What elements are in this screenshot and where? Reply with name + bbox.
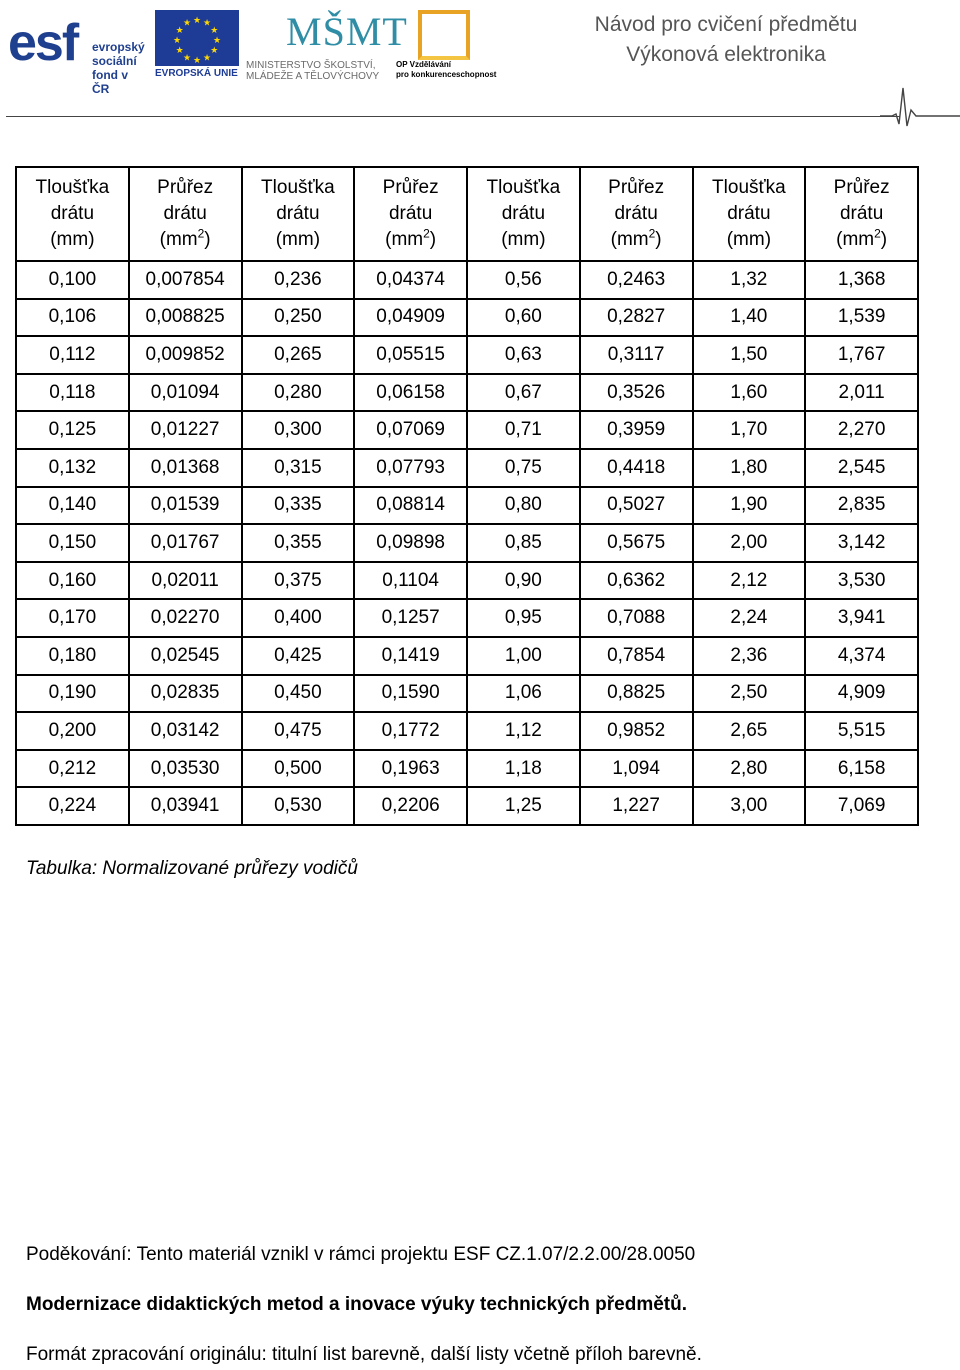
table-caption: Tabulka: Normalizované průřezy vodičů bbox=[26, 858, 358, 879]
header-divider bbox=[6, 116, 900, 117]
table-cell: 0,6362 bbox=[580, 562, 693, 600]
table-cell: 3,00 bbox=[693, 787, 806, 825]
table-cell: 0,71 bbox=[467, 411, 580, 449]
table-cell: 0,530 bbox=[242, 787, 355, 825]
table-cell: 0,2206 bbox=[354, 787, 467, 825]
table-cell: 2,545 bbox=[805, 449, 918, 487]
table-cell: 0,3117 bbox=[580, 336, 693, 374]
table-row bbox=[16, 712, 918, 750]
table-cell: 0,02545 bbox=[129, 637, 242, 675]
table-cell: 0,01368 bbox=[129, 449, 242, 487]
table-row bbox=[16, 449, 918, 487]
svg-text:★: ★ bbox=[182, 18, 192, 29]
svg-text:★: ★ bbox=[182, 53, 192, 64]
table-cell: 0,56 bbox=[467, 261, 580, 299]
table-cell: 1,12 bbox=[467, 712, 580, 750]
table-cell: 0,1104 bbox=[354, 562, 467, 600]
table-cell: 1,25 bbox=[467, 787, 580, 825]
column-header: Tloušťka drátu (mm) bbox=[693, 167, 806, 261]
table-header-row bbox=[16, 167, 918, 261]
table-cell: 1,06 bbox=[467, 675, 580, 713]
table-row bbox=[16, 411, 918, 449]
table-row bbox=[16, 299, 918, 337]
table-cell: 0,85 bbox=[467, 524, 580, 562]
op-caption: OP Vzdělávání pro konkurenceschopnost bbox=[396, 60, 497, 79]
table-cell: 0,75 bbox=[467, 449, 580, 487]
svg-text:★: ★ bbox=[210, 26, 219, 36]
table-cell: 0,212 bbox=[16, 750, 129, 788]
table-cell: 0,300 bbox=[242, 411, 355, 449]
table-row bbox=[16, 637, 918, 675]
esf-logo bbox=[8, 10, 148, 96]
table-cell: 0,03530 bbox=[129, 750, 242, 788]
table-cell: 1,80 bbox=[693, 449, 806, 487]
table-cell: 0,160 bbox=[16, 562, 129, 600]
table-cell: 1,18 bbox=[467, 750, 580, 788]
table-cell: 3,530 bbox=[805, 562, 918, 600]
table-cell: 0,7854 bbox=[580, 637, 693, 675]
svg-text:★: ★ bbox=[175, 46, 184, 56]
format-note: Formát zpracování originálu: titulní list barevně, další listy včetně příloh barevně. bbox=[26, 1344, 702, 1365]
table-cell: 2,12 bbox=[693, 562, 806, 600]
table-cell: 0,100 bbox=[16, 261, 129, 299]
table-cell: 0,2827 bbox=[580, 299, 693, 337]
table-cell: 0,190 bbox=[16, 675, 129, 713]
table-cell: 0,63 bbox=[467, 336, 580, 374]
table-cell: 0,200 bbox=[16, 712, 129, 750]
table-cell: 2,24 bbox=[693, 599, 806, 637]
table-cell: 0,118 bbox=[16, 374, 129, 412]
table-cell: 0,315 bbox=[242, 449, 355, 487]
table-cell: 0,008825 bbox=[129, 299, 242, 337]
table-cell: 0,1257 bbox=[354, 599, 467, 637]
table-cell: 0,2463 bbox=[580, 261, 693, 299]
table-cell: 0,04374 bbox=[354, 261, 467, 299]
table-cell: 1,32 bbox=[693, 261, 806, 299]
table-cell: 0,5027 bbox=[580, 487, 693, 525]
table-cell: 6,158 bbox=[805, 750, 918, 788]
table-cell: 1,60 bbox=[693, 374, 806, 412]
table-cell: 0,02011 bbox=[129, 562, 242, 600]
esf-logo-mark: esf bbox=[8, 14, 78, 72]
table-cell: 7,069 bbox=[805, 787, 918, 825]
table-cell: 0,475 bbox=[242, 712, 355, 750]
table-cell: 0,500 bbox=[242, 750, 355, 788]
esf-logo-text: evropský sociální fond v ČR bbox=[92, 40, 145, 96]
table-cell: 0,8825 bbox=[580, 675, 693, 713]
column-header: Tloušťka drátu (mm) bbox=[16, 167, 129, 261]
table-cell: 1,50 bbox=[693, 336, 806, 374]
table-cell: 0,007854 bbox=[129, 261, 242, 299]
eu-flag-icon bbox=[155, 10, 239, 66]
table-row bbox=[16, 336, 918, 374]
table-cell: 1,368 bbox=[805, 261, 918, 299]
table-cell: 0,01539 bbox=[129, 487, 242, 525]
table-row bbox=[16, 750, 918, 788]
table-row bbox=[16, 562, 918, 600]
eu-caption: EVROPSKÁ UNIE bbox=[155, 68, 238, 79]
table-cell: 2,00 bbox=[693, 524, 806, 562]
wire-cross-section-table bbox=[15, 166, 919, 826]
svg-text:★: ★ bbox=[202, 53, 212, 64]
msmt-caption: MINISTERSTVO ŠKOLSTVÍ, MLÁDEŽE A TĚLOVÝCHOVY bbox=[246, 60, 380, 82]
table-cell: 0,009852 bbox=[129, 336, 242, 374]
table-cell: 0,400 bbox=[242, 599, 355, 637]
svg-text:★: ★ bbox=[172, 36, 182, 46]
project-title: Modernizace didaktických metod a inovace výuky technických předmětů. bbox=[26, 1294, 688, 1315]
table-cell: 2,835 bbox=[805, 487, 918, 525]
table-cell: 0,180 bbox=[16, 637, 129, 675]
table-cell: 1,00 bbox=[467, 637, 580, 675]
op-logo bbox=[396, 10, 497, 82]
table-cell: 0,170 bbox=[16, 599, 129, 637]
page-header bbox=[0, 0, 960, 130]
table-row bbox=[16, 524, 918, 562]
svg-text:★: ★ bbox=[192, 16, 202, 26]
column-header: Tloušťka drátu (mm) bbox=[242, 167, 355, 261]
table-cell: 1,094 bbox=[580, 750, 693, 788]
table-cell: 1,70 bbox=[693, 411, 806, 449]
table-cell: 0,80 bbox=[467, 487, 580, 525]
table-cell: 0,01767 bbox=[129, 524, 242, 562]
table-cell: 4,374 bbox=[805, 637, 918, 675]
table-row bbox=[16, 487, 918, 525]
table-cell: 0,4418 bbox=[580, 449, 693, 487]
table-cell: 0,9852 bbox=[580, 712, 693, 750]
svg-text:★: ★ bbox=[192, 56, 202, 66]
table-cell: 0,150 bbox=[16, 524, 129, 562]
table-row bbox=[16, 374, 918, 412]
table-cell: 2,65 bbox=[693, 712, 806, 750]
table-cell: 2,270 bbox=[805, 411, 918, 449]
table-cell: 3,941 bbox=[805, 599, 918, 637]
table-cell: 0,1590 bbox=[354, 675, 467, 713]
table-cell: 0,07793 bbox=[354, 449, 467, 487]
column-header: Průřez drátu $(mm^2)$ bbox=[580, 167, 693, 261]
table-cell: 0,250 bbox=[242, 299, 355, 337]
table-cell: 0,06158 bbox=[354, 374, 467, 412]
table-cell: 0,106 bbox=[16, 299, 129, 337]
svg-text:★: ★ bbox=[210, 46, 219, 56]
table-row bbox=[16, 787, 918, 825]
table-cell: 4,909 bbox=[805, 675, 918, 713]
table-cell: 0,01227 bbox=[129, 411, 242, 449]
table-cell: 0,90 bbox=[467, 562, 580, 600]
table-cell: 0,140 bbox=[16, 487, 129, 525]
table-cell: 2,80 bbox=[693, 750, 806, 788]
table-cell: 0,265 bbox=[242, 336, 355, 374]
table-cell: 0,04909 bbox=[354, 299, 467, 337]
table-cell: 0,132 bbox=[16, 449, 129, 487]
table-cell: 0,08814 bbox=[354, 487, 467, 525]
eu-logo bbox=[155, 10, 241, 80]
table-cell: 0,425 bbox=[242, 637, 355, 675]
table-cell: 2,50 bbox=[693, 675, 806, 713]
table-cell: 1,40 bbox=[693, 299, 806, 337]
table-cell: 0,5675 bbox=[580, 524, 693, 562]
table-cell: 1,767 bbox=[805, 336, 918, 374]
table-row bbox=[16, 599, 918, 637]
table-cell: 0,125 bbox=[16, 411, 129, 449]
table-cell: 0,60 bbox=[467, 299, 580, 337]
column-header: Průřez drátu $(mm^2)$ bbox=[354, 167, 467, 261]
table-cell: 0,02270 bbox=[129, 599, 242, 637]
table-cell: 0,224 bbox=[16, 787, 129, 825]
table-cell: 0,1419 bbox=[354, 637, 467, 675]
column-header: Průřez drátu $(mm^2)$ bbox=[805, 167, 918, 261]
svg-text:★: ★ bbox=[212, 36, 222, 46]
msmt-logo-mark: MŠMT bbox=[286, 9, 408, 54]
table-cell: 0,450 bbox=[242, 675, 355, 713]
table-cell: 0,3526 bbox=[580, 374, 693, 412]
acknowledgement-text: Poděkování: Tento materiál vznikl v rámci projektu ESF CZ.1.07/2.2.00/28.0050 bbox=[26, 1244, 696, 1265]
table-cell: 0,1772 bbox=[354, 712, 467, 750]
table-cell: 0,355 bbox=[242, 524, 355, 562]
table-cell: 0,03142 bbox=[129, 712, 242, 750]
document-title: Návod pro cvičení předmětu Výkonová elektronika bbox=[594, 13, 858, 66]
column-header: Průřez drátu $(mm^2)$ bbox=[129, 167, 242, 261]
svg-text:★: ★ bbox=[175, 26, 184, 36]
table-row bbox=[16, 675, 918, 713]
table-cell: 5,515 bbox=[805, 712, 918, 750]
svg-text:★: ★ bbox=[202, 18, 212, 29]
table-cell: 0,280 bbox=[242, 374, 355, 412]
table-cell: 1,539 bbox=[805, 299, 918, 337]
table-cell: 3,142 bbox=[805, 524, 918, 562]
table-body bbox=[16, 261, 918, 825]
table-cell: 0,375 bbox=[242, 562, 355, 600]
table-cell: 0,07069 bbox=[354, 411, 467, 449]
table-cell: 0,236 bbox=[242, 261, 355, 299]
table-cell: 0,3959 bbox=[580, 411, 693, 449]
table-cell: 0,67 bbox=[467, 374, 580, 412]
table-cell: 0,01094 bbox=[129, 374, 242, 412]
msmt-logo bbox=[246, 8, 408, 82]
table-cell: 0,05515 bbox=[354, 336, 467, 374]
table-cell: 0,335 bbox=[242, 487, 355, 525]
pulse-waveform-icon bbox=[880, 84, 960, 130]
table-cell: 0,95 bbox=[467, 599, 580, 637]
op-logo-icon bbox=[418, 10, 470, 60]
table-cell: 0,03941 bbox=[129, 787, 242, 825]
column-header: Tloušťka drátu (mm) bbox=[467, 167, 580, 261]
table-cell: 2,36 bbox=[693, 637, 806, 675]
table-cell: 0,112 bbox=[16, 336, 129, 374]
table-cell: 0,1963 bbox=[354, 750, 467, 788]
table-row bbox=[16, 261, 918, 299]
table-cell: 1,90 bbox=[693, 487, 806, 525]
table-cell: 0,7088 bbox=[580, 599, 693, 637]
table-cell: 0,09898 bbox=[354, 524, 467, 562]
table-cell: 2,011 bbox=[805, 374, 918, 412]
table-cell: 1,227 bbox=[580, 787, 693, 825]
table-cell: 0,02835 bbox=[129, 675, 242, 713]
